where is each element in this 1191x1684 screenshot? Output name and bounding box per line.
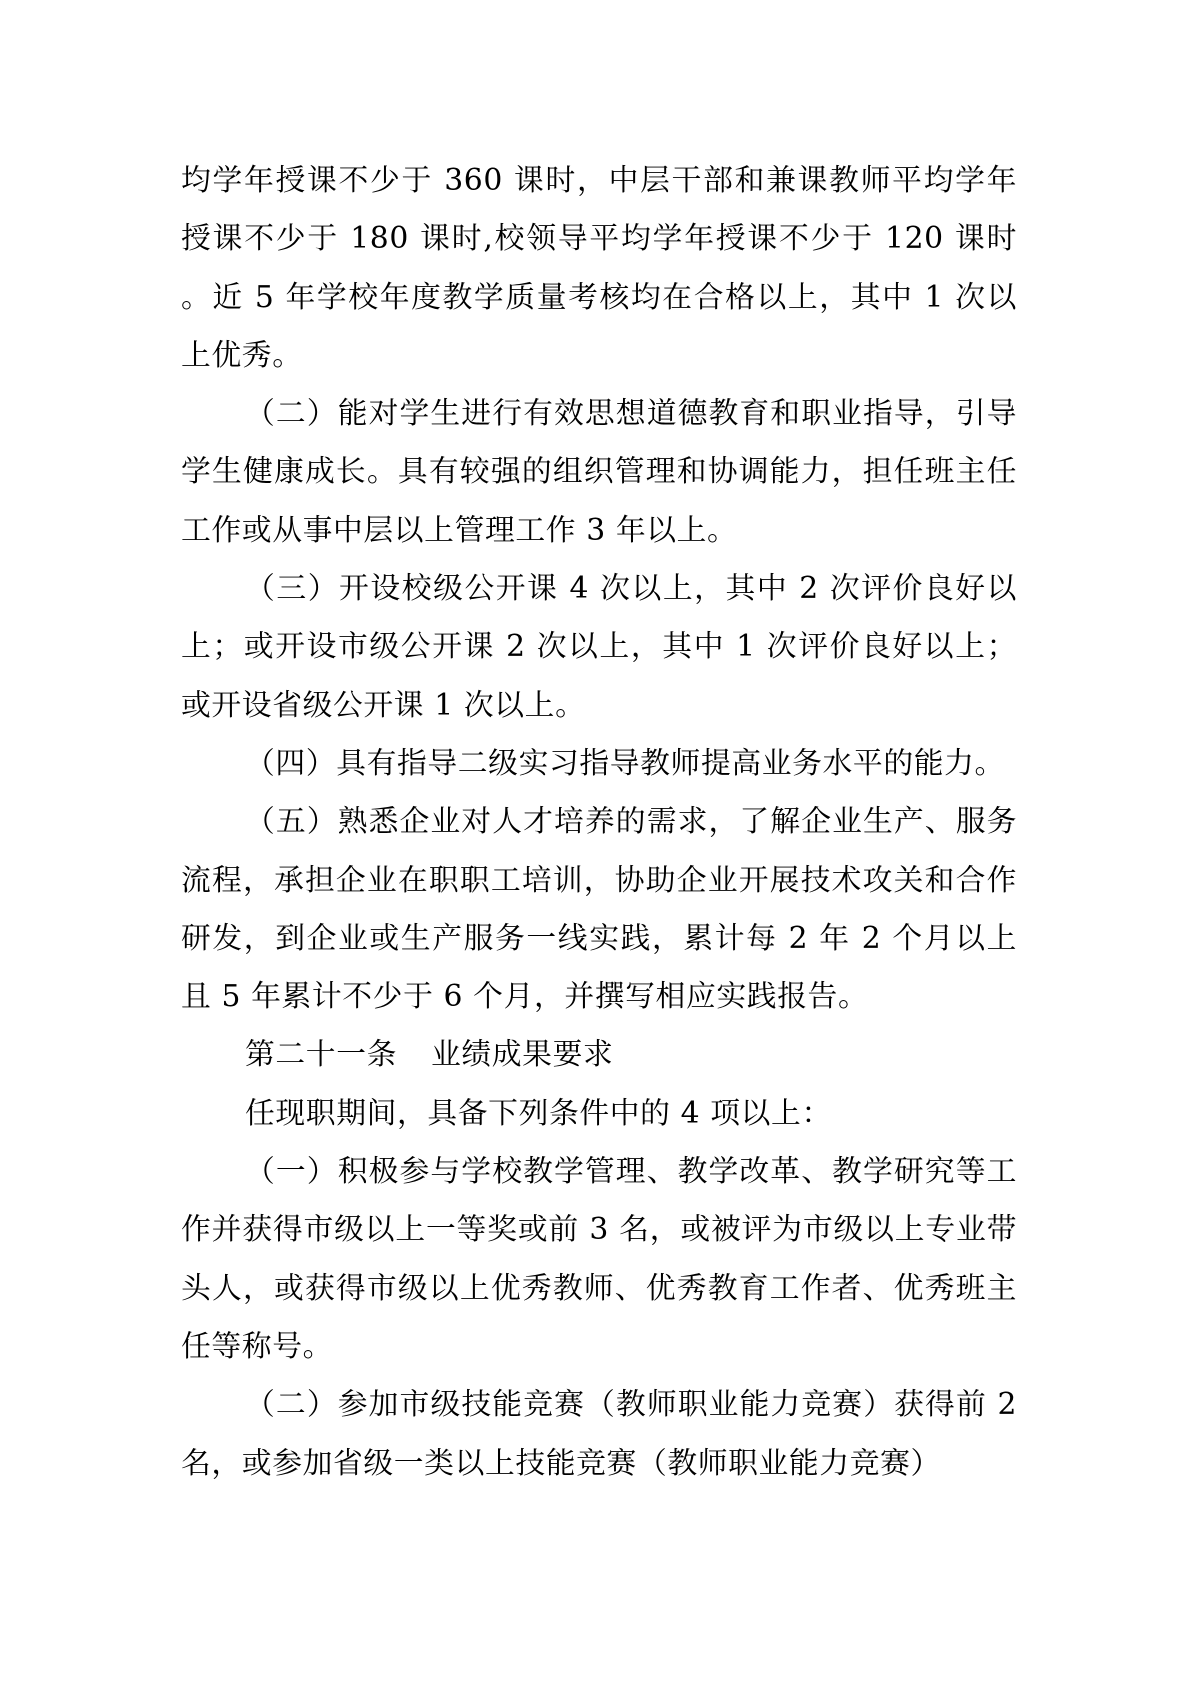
paragraph-item-4-guidance: （四）具有指导二级实习指导教师提高业务水平的能力。 — [245, 745, 1005, 781]
article-number: 第二十一条 — [245, 1037, 397, 1073]
paragraph-item-2-moral-education: （二）能对学生进行有效思想道德教育和职业指导，引导学生健康成长。具有较强的组织管理和协调能力，担任班主任工作或从事中层以上管理工作 3 年以上。 — [181, 396, 1017, 548]
paragraph-achievement-item-1: （一）积极参与学校教学管理、教学改革、教学研究等工作并获得市级以上一等奖或前 3 名，或被评为市级以上专业带头人，或获得市级以上优秀教师、优秀教育工作者、优秀班主任等称号。 — [181, 1154, 1017, 1364]
article-heading — [181, 1026, 1017, 1084]
paragraph-item-5-enterprise-practice: （五）熟悉企业对人才培养的需求，了解企业生产、服务流程，承担企业在职职工培训，协助企业开展技术攻关和合作研发，到企业或生产服务一线实践，累计每 2 年 2 个月以上且 5 年累计不少于 6 个月，并撰写相应实践报告。 — [181, 804, 1017, 1015]
document-body — [181, 152, 1017, 1493]
paragraph-teaching-hours: 均学年授课不少于 360 课时，中层干部和兼课教师平均学年授课不少于 180 课时,校领导平均学年授课不少于 120 课时。近 5 年学校年度教学质量考核均在合格以上，其中 1 次以上优秀。 — [181, 163, 1017, 373]
paragraph-requirement-intro: 任现职期间，具备下列条件中的 4 项以上： — [245, 1095, 832, 1131]
paragraph-achievement-item-2: （二）参加市级技能竞赛（教师职业能力竞赛）获得前 2 名，或参加省级一类以上技能竞赛（教师职业能力竞赛） — [181, 1387, 1017, 1481]
article-title: 业绩成果要求 — [430, 1037, 614, 1073]
paragraph-item-3-open-classes: （三）开设校级公开课 4 次以上，其中 2 次评价良好以上；或开设市级公开课 2 次以上，其中 1 次评价良好以上；或开设省级公开课 1 次以上。 — [181, 571, 1017, 723]
